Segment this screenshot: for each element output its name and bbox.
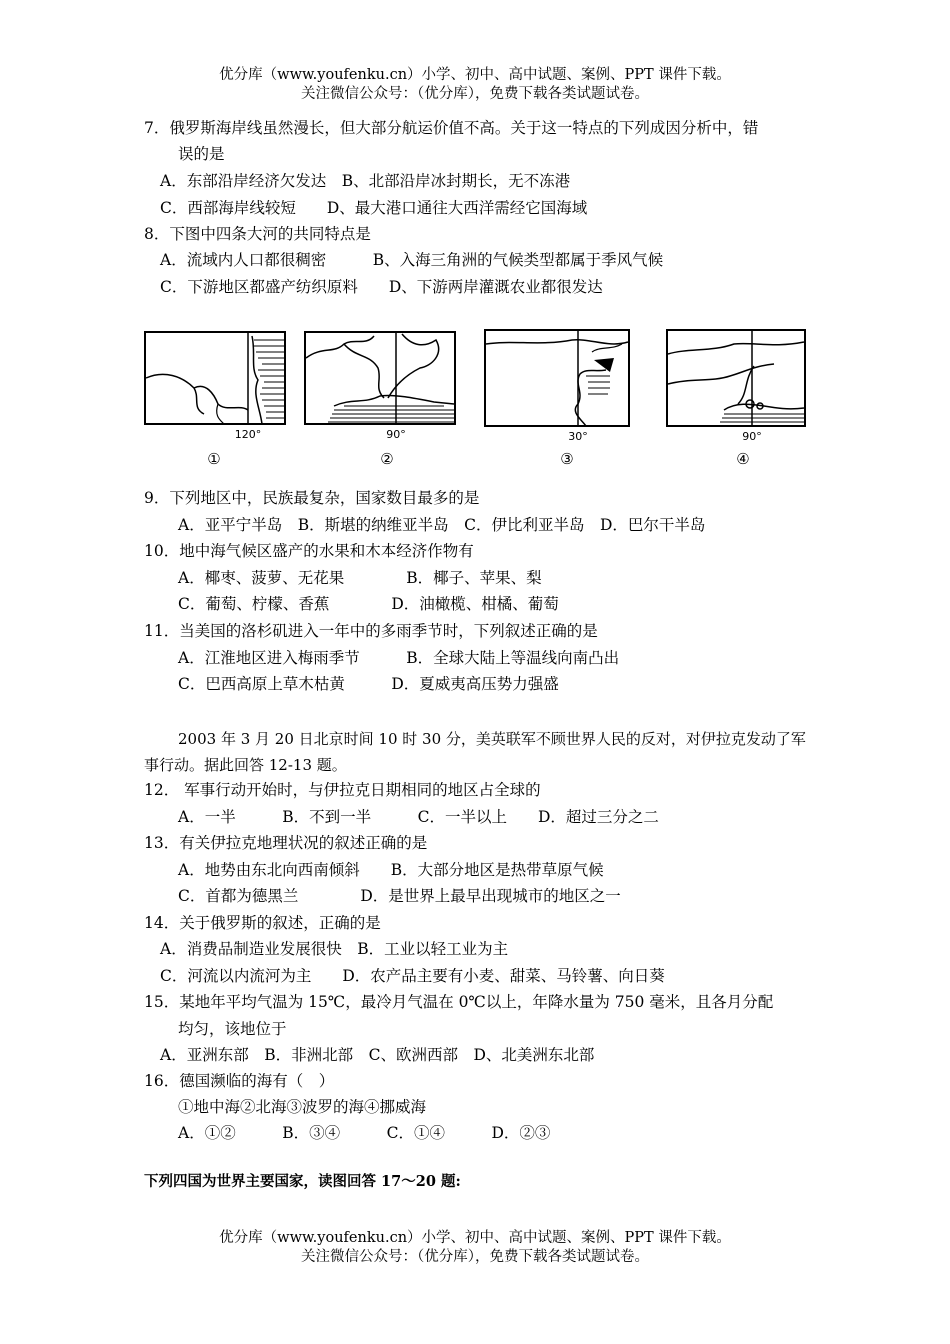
q16-options: A．①② B．③④ C．①④ D．②③ bbox=[178, 1124, 551, 1142]
map-1-longitude: 120° bbox=[234, 428, 262, 441]
q12-stem: 12． 军事行动开始时，与伊拉克日期相同的地区占全球的 bbox=[144, 781, 541, 799]
q16-stem: 16．德国濒临的海有（ ） bbox=[144, 1072, 335, 1090]
map-2-number: ② bbox=[380, 450, 394, 468]
q7-options-cd: C．西部海岸线较短 D、最大港口通往大西洋需经它国海域 bbox=[160, 199, 588, 217]
header-line-2: 关注微信公众号：（优分库），免费下载各类试题试卷。 bbox=[301, 86, 649, 102]
q13-options-ab: A．地势由东北向西南倾斜 B．大部分地区是热带草原气候 bbox=[178, 861, 604, 879]
q15-options: A．亚洲东部 B．非洲北部 C、欧洲西部 D、北美洲东北部 bbox=[160, 1046, 595, 1064]
q14-options-ab: A．消费品制造业发展很快 B．工业以轻工业为主 bbox=[160, 940, 509, 958]
q13-options-cd: C．首都为德黑兰 D．是世界上最早出现城市的地区之一 bbox=[178, 887, 621, 905]
map-2-longitude: 90° bbox=[386, 428, 406, 441]
map-4-longitude: 90° bbox=[742, 430, 762, 442]
q10-stem: 10．地中海气候区盛产的水果和木本经济作物有 bbox=[144, 542, 474, 560]
q9-stem: 9．下列地区中，民族最复杂，国家数目最多的是 bbox=[144, 489, 480, 507]
q11-stem: 11．当美国的洛杉矶进入一年中的多雨季节时，下列叙述正确的是 bbox=[144, 622, 598, 640]
q10-options-cd: C．葡萄、柠檬、香蕉 D．油橄榄、柑橘、葡萄 bbox=[178, 595, 559, 613]
page-header bbox=[0, 66, 950, 104]
map-4-number: ④ bbox=[736, 450, 750, 468]
q14-stem: 14．关于俄罗斯的叙述，正确的是 bbox=[144, 914, 381, 932]
q9-options: A．亚平宁半岛 B．斯堪的纳维亚半岛 C．伊比利亚半岛 D．巴尔干半岛 bbox=[178, 516, 706, 534]
q7-options-ab: A．东部沿岸经济欠发达 B、北部沿岸冰封期长，无不冻港 bbox=[160, 172, 571, 190]
q8-options-cd: C．下游地区都盛产纺织原料 D、下游两岸灌溉农业都很发达 bbox=[160, 278, 603, 296]
q14-options-cd: C．河流以内流河为主 D．农产品主要有小麦、甜菜、马铃薯、向日葵 bbox=[160, 967, 665, 985]
q15-stem-cont: 均匀，该地位于 bbox=[178, 1020, 287, 1038]
q8-stem: 8．下图中四条大河的共同特点是 bbox=[144, 225, 371, 243]
q7-stem-cont: 误的是 bbox=[178, 145, 225, 163]
q10-options-ab: A．椰枣、菠萝、无花果 B．椰子、苹果、梨 bbox=[178, 569, 542, 587]
section-heading: 下列四国为世界主要国家，读图回答 17～20 题: bbox=[144, 1173, 461, 1190]
q13-stem: 13．有关伊拉克地理状况的叙述正确的是 bbox=[144, 834, 428, 852]
q15-stem: 15．某地年平均气温为 15℃，最冷月气温在 0℃以上，年降水量为 750 毫米，且各月分配 bbox=[144, 993, 774, 1011]
map-1 bbox=[144, 324, 290, 442]
q16-list: ①地中海②北海③波罗的海④挪威海 bbox=[178, 1098, 427, 1116]
header-line-1: 优分库（www.youfenku.cn）小学、初中、高中试题、案例、PPT 课件下载。 bbox=[219, 67, 731, 83]
map-3-number: ③ bbox=[560, 450, 574, 468]
reading-passage: 2003 年 3 月 20 日北京时间 10 时 30 分，美英联军不顾世界人民的反对，对伊拉克发动了军事行动。据此回答 12-13 题。 bbox=[144, 730, 806, 774]
footer-line-2: 关注微信公众号：（优分库），免费下载各类试题试卷。 bbox=[301, 1249, 649, 1265]
map-2 bbox=[304, 324, 460, 442]
q12-options: A．一半 B．不到一半 C．一半以上 D．超过三分之二 bbox=[178, 808, 659, 826]
map-4 bbox=[664, 324, 808, 442]
q7-stem: 7．俄罗斯海岸线虽然漫长，但大部分航运价值不高。关于这一特点的下列成因分析中，错 bbox=[144, 119, 759, 137]
q11-options-cd: C．巴西高原上草木枯黄 D．夏威夷高压势力强盛 bbox=[178, 675, 559, 693]
map-3-longitude: 30° bbox=[568, 430, 588, 442]
map-1-number: ① bbox=[207, 450, 221, 468]
page-footer bbox=[0, 1229, 950, 1267]
river-maps-figure bbox=[144, 324, 808, 474]
map-3 bbox=[482, 324, 634, 442]
q11-options-ab: A．江淮地区进入梅雨季节 B．全球大陆上等温线向南凸出 bbox=[178, 649, 620, 667]
q8-options-ab: A．流域内人口都很稠密 B、入海三角洲的气候类型都属于季风气候 bbox=[160, 251, 664, 269]
footer-line-1: 优分库（www.youfenku.cn）小学、初中、高中试题、案例、PPT 课件下载。 bbox=[219, 1230, 731, 1246]
